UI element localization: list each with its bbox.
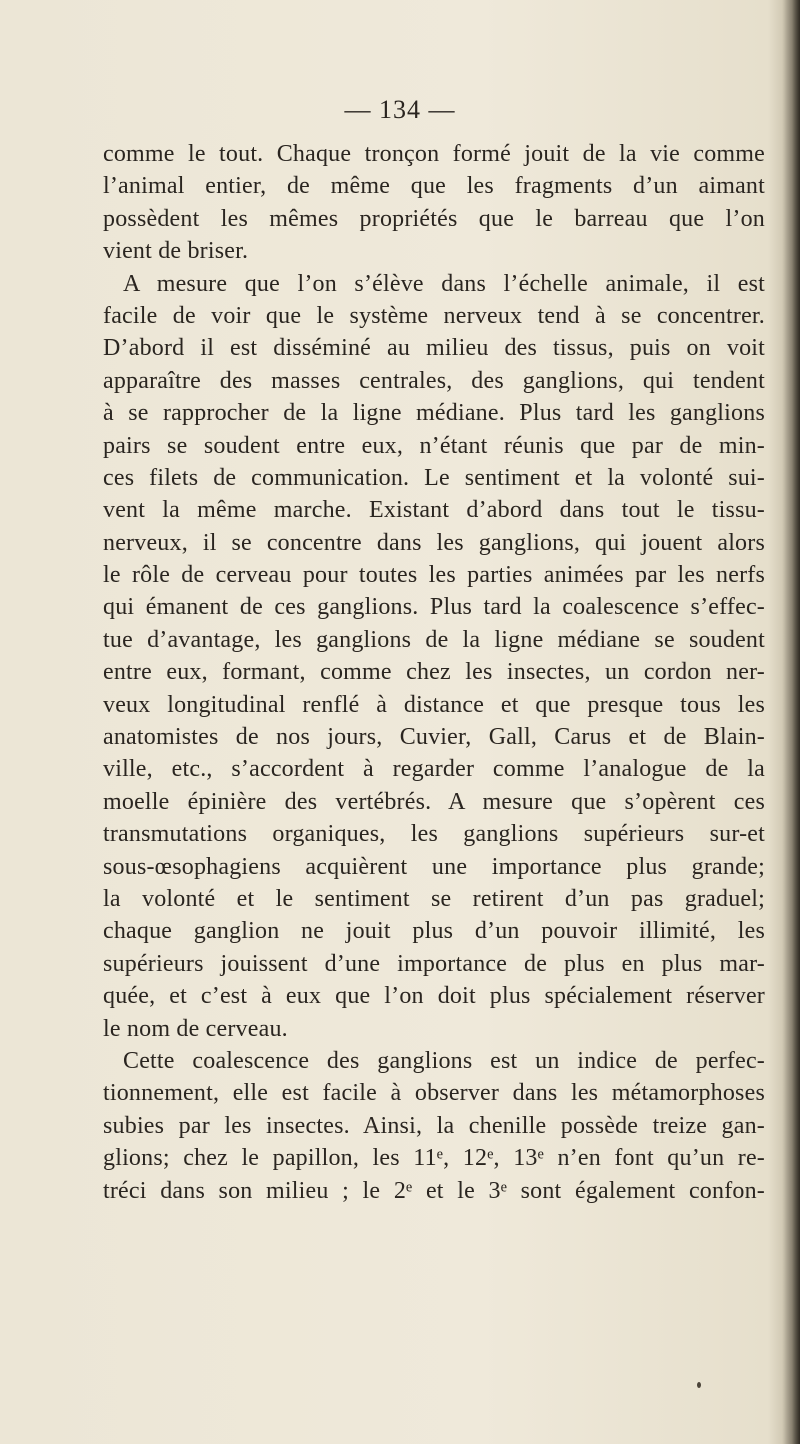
text-line: tréci dans son milieu ; le 2ᵉ et le 3ᵉ sont également confon- <box>103 1177 765 1204</box>
text-line: le rôle de cerveau pour toutes les parties animées par les nerfs <box>103 562 765 589</box>
text-line: glions; chez le papillon, les 11ᵉ, 12ᵉ, 13ᵉ n’en font qu’un re- <box>103 1145 765 1172</box>
text-line: anatomistes de nos jours, Cuvier, Gall, Carus et de Blain- <box>103 724 765 751</box>
page-edge-shadow <box>782 0 800 1444</box>
text-line: ces filets de communication. Le sentiment et la volonté sui- <box>103 464 765 491</box>
text-line: tionnement, elle est facile à observer dans les métamorphoses <box>103 1080 765 1107</box>
text-line: possèdent les mêmes propriétés que le barreau que l’on <box>103 205 765 232</box>
text-line: supérieurs jouissent d’une importance de plus en plus mar- <box>103 950 765 977</box>
text-line: la volonté et le sentiment se retirent d’un pas graduel; <box>103 885 765 912</box>
text-line: l’animal entier, de même que les fragments d’un aimant <box>103 173 765 200</box>
text-line: facile de voir que le système nerveux tend à se concentrer. <box>103 302 765 329</box>
text-line: ville, etc., s’accordent à regarder comme l’analogue de la <box>103 756 765 783</box>
text-line: nerveux, il se concentre dans les ganglions, qui jouent alors <box>103 529 765 556</box>
text-line: subies par les insectes. Ainsi, la chenille possède treize gan- <box>103 1112 765 1139</box>
page-number: — 134 — <box>344 95 456 124</box>
text-line: à se rapprocher de la ligne médiane. Plus tard les ganglions <box>103 400 765 427</box>
text-line: apparaître des masses centrales, des ganglions, qui tendent <box>103 367 765 394</box>
text-line: transmutations organiques, les ganglions supérieurs sur-et <box>103 821 765 848</box>
ink-speck <box>697 1382 701 1388</box>
text-line: A mesure que l’on s’élève dans l’échelle animale, il est <box>123 270 765 297</box>
text-line: vent la même marche. Existant d’abord dans tout le tissu- <box>103 497 765 524</box>
text-line: le nom de cerveau. <box>103 1015 288 1042</box>
text-line: vient de briser. <box>103 238 249 265</box>
text-line: qui émanent de ces ganglions. Plus tard la coalescence s’effec- <box>103 594 765 621</box>
text-line: tue d’avantage, les ganglions de la ligne médiane se soudent <box>103 626 765 653</box>
text-line: comme le tout. Chaque tronçon formé jouit de la vie comme <box>103 141 765 167</box>
text-line: quée, et c’est à eux que l’on doit plus spécialement réserver <box>103 983 765 1010</box>
text-line: entre eux, formant, comme chez les insectes, un cordon ner- <box>103 659 765 686</box>
text-line: Cette coalescence des ganglions est un indice de perfec- <box>123 1047 765 1074</box>
text-line: moelle épinière des vertébrés. A mesure que s’opèrent ces <box>103 788 765 815</box>
text-line: sous-œsophagiens acquièrent une importance plus grande; <box>103 853 765 880</box>
text-line: chaque ganglion ne jouit plus d’un pouvoir illimité, les <box>103 918 765 945</box>
text-line: veux longitudinal renflé à distance et que presque tous les <box>103 691 765 718</box>
text-line: D’abord il est disséminé au milieu des tissus, puis on voit <box>103 335 765 362</box>
body-text <box>103 138 765 1207</box>
text-line: pairs se soudent entre eux, n’étant réunis que par de min- <box>103 432 765 459</box>
